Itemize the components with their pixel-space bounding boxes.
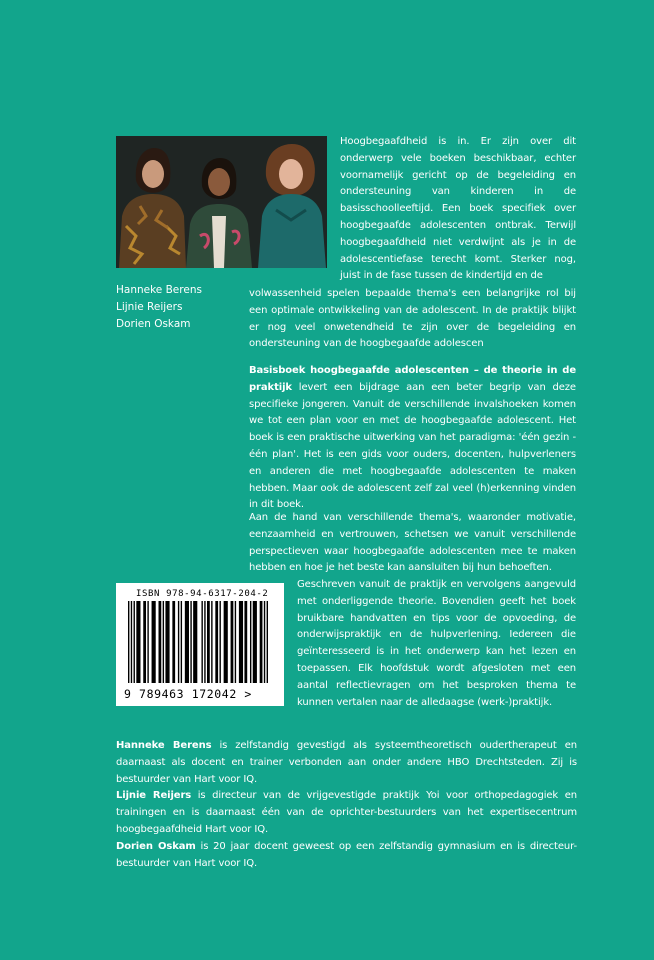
- barcode-bar: [152, 601, 156, 683]
- barcode-bar: [204, 601, 205, 683]
- authors-photo: [116, 136, 327, 268]
- author-name: Lijnie Reijers: [116, 301, 183, 313]
- isbn-label: ISBN 978-94-6317-204-2: [136, 589, 269, 599]
- barcode-bar: [190, 601, 191, 683]
- barcode-bar: [131, 601, 132, 683]
- author-bios: [116, 738, 577, 872]
- description-paragraph: [249, 363, 576, 514]
- barcode-bar: [185, 601, 189, 683]
- author-bio: [116, 738, 577, 788]
- barcode-bar: [207, 601, 210, 683]
- author-bio: [116, 839, 577, 873]
- barcode-bar: [235, 601, 236, 683]
- barcode-bar: [215, 601, 218, 683]
- barcode-bar: [201, 601, 202, 683]
- author-bio-text: is zelfstandig gevestigd als systeemtheoretisch oudertherapeut en daarnaast als docent en trainer verbonden aan onder andere HBO Drechtsteden. Zij is bestuurder van Hart voor IQ.: [116, 740, 577, 785]
- barcode-bar: [134, 601, 135, 683]
- author-name: Hanneke Berens: [116, 284, 202, 296]
- barcode-bar: [193, 601, 197, 683]
- intro-paragraph-bottom: volwassenheid spelen bepaalde thema's een belangrijke rol bij een optimale ontwikkeling van de adolescent. In de praktijk blijkt er nog veel onwetendheid te zijn over de begeleiding en ondersteuning van de hoogbegaafde adolescen: [249, 288, 576, 350]
- barcode-bar: [172, 601, 175, 683]
- barcode-bar: [165, 601, 169, 683]
- barcode-bar: [219, 601, 220, 683]
- barcode-bar: [260, 601, 263, 683]
- author-bio-text: is 20 jaar docent geweest op een zelfstandig gymnasium en is directeur-bestuurder van Hart voor IQ.: [116, 840, 577, 869]
- barcode-bar: [159, 601, 162, 683]
- barcode-bar: [147, 601, 148, 683]
- barcode-bar: [178, 601, 179, 683]
- barcode-bar: [163, 601, 164, 683]
- description-body: levert een bijdrage aan een beter begrip van deze specifieke jongeren. Vanuit de verschillende invalshoeken komen we tot een plan voor en met de hoogbegaafde adolescent. Het boek is een praktische uitwerking van het paradigma: 'één gezin - één plan'. Het is een gids voor ouders, docenten, hulpverleners en anderen die met hoogbegaafde adolescenten te maken hebben. Maar ook de adolescent zelf zal veel (h)erkenning vinden in dit boek.: [249, 381, 576, 511]
- ean-number: 9 789463 172042 >: [124, 687, 252, 701]
- barcode-bar: [143, 601, 146, 683]
- author-name: Dorien Oskam: [116, 318, 191, 330]
- author-names: [116, 282, 202, 333]
- barcode-bar: [264, 601, 265, 683]
- author-bio-name: Dorien Oskam: [116, 840, 196, 852]
- author-bio-name: Hanneke Berens: [116, 740, 212, 751]
- barcode-bar: [244, 601, 247, 683]
- themes-paragraph-top: Aan de hand van verschillende thema's, waaronder motivatie, eenzaamheid en vertrouwen, schetsen we vanuit verschillende perspectieven waar hoogbegaafde adolescenten mee te maken hebben en hoe je het beste kan aansluiten bij hun behoeften.: [249, 512, 576, 574]
- barcode-bar: [128, 601, 129, 683]
- barcode-bar: [267, 601, 268, 683]
- author-bio: [116, 788, 577, 838]
- barcode-bar: [211, 601, 212, 683]
- isbn-barcode: [116, 583, 284, 706]
- barcode-bar: [224, 601, 228, 683]
- author-bio-name: Lijnie Reijers: [116, 790, 192, 802]
- barcode-bar: [181, 601, 182, 683]
- intro-paragraph-top: Hoogbegaafdheid is in. Er zijn over dit onderwerp vele boeken beschikbaar, echter voornamelijk gericht op de begeleiding en ondersteuning van kinderen in de basisschoolleeftijd. Een boek specifiek over hoogbegaafde adolescenten ontbrak. Terwijl hoogbegaafdheid niet verdwijnt als je in de adolescentiefase terecht komt. Sterker nog, juist in de fase tussen de kindertijd en de: [340, 136, 576, 282]
- barcode-bar: [250, 601, 251, 683]
- barcode-bar: [231, 601, 234, 683]
- themes-paragraph-bottom: Geschreven vanuit de praktijk en vervolgens aangevuld met onderliggende theorie. Bovendien geeft het boek bruikbare handvatten en tips voor de opvoeding, de onderwijspraktijk en de hulpverlening. Iedereen die geïnteresseerd is in het onderwerp kan het lezen en toepassen. Elk hoofdstuk wordt afgesloten met een aantal reflectievragen om het besproken thema te kunnen vertalen naar de alledaagse (werk-)praktijk.: [297, 579, 576, 708]
- barcode-bar: [239, 601, 243, 683]
- barcode-bar: [136, 601, 140, 683]
- author-bio-text: is directeur van de vrijgevestigde praktijk Yoi voor orthopedagogiek en trainingen en is daarnaast één van de oprichter-bestuurders van het expertisecentrum hoogbegaafdheid Hart voor IQ.: [116, 790, 577, 835]
- barcode-bar: [253, 601, 257, 683]
- authors-photo-image: [116, 136, 327, 268]
- book-title: Basisboek hoogbegaafde adolescenten – de theorie in de praktijk: [249, 365, 576, 393]
- barcode-bars: [124, 601, 274, 687]
